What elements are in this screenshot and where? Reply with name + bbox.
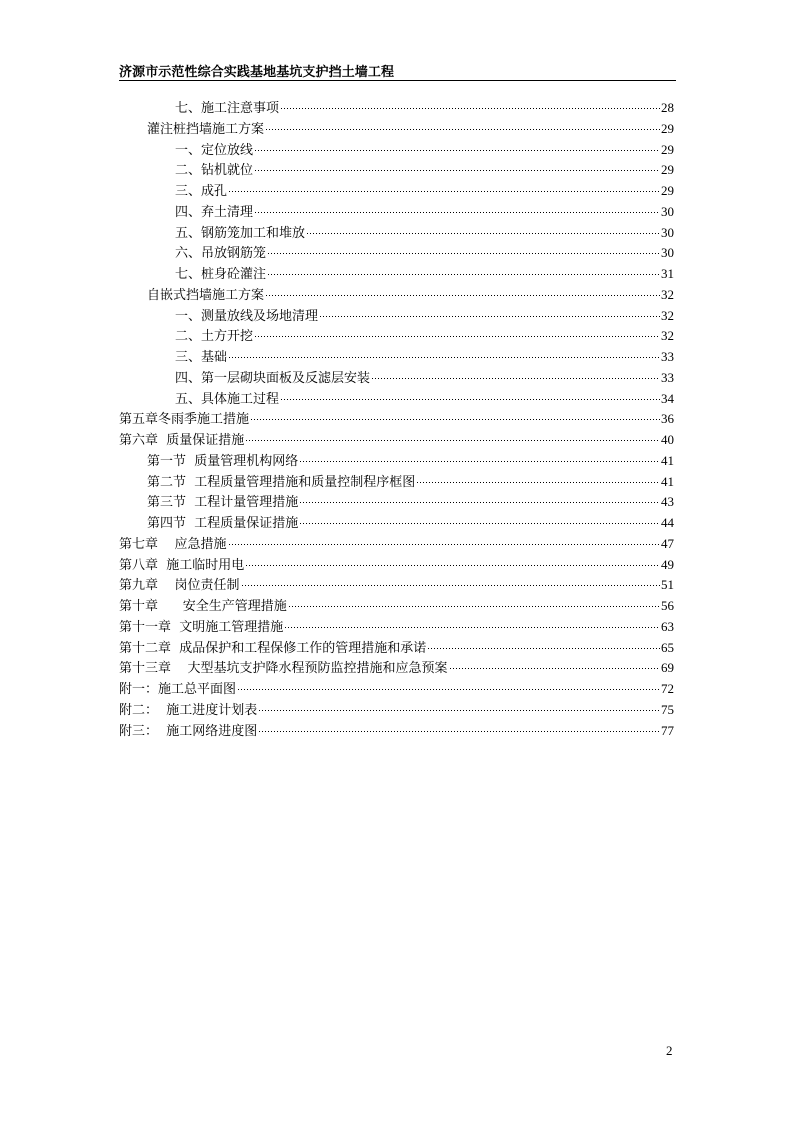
toc-entry[interactable]	[119, 555, 674, 576]
toc-dot-leader	[284, 627, 660, 628]
toc-entry-page-number: 75	[661, 701, 674, 717]
toc-entry-title: 第四节 工程质量保证措施	[147, 516, 299, 531]
toc-entry[interactable]	[119, 638, 674, 659]
toc-entry-title: 附二： 施工进度计划表	[119, 702, 258, 718]
toc-entry-title: 第九章 岗位责任制	[119, 578, 240, 594]
toc-entry-title: 四、第一层砌块面板及反滤层安装	[175, 370, 371, 386]
toc-dot-leader	[254, 170, 660, 171]
toc-dot-leader	[258, 731, 660, 732]
toc-entry-page-number: 43	[661, 494, 674, 510]
toc-entry-page-number: 30	[661, 245, 674, 261]
toc-dot-leader	[258, 710, 660, 711]
toc-entry-page-number: 30	[661, 203, 674, 219]
toc-entry-page-number: 51	[661, 577, 674, 593]
toc-entry[interactable]	[119, 306, 674, 327]
toc-entry[interactable]	[119, 119, 674, 140]
toc-entry[interactable]	[119, 617, 674, 638]
toc-entry-title: 三、成孔	[175, 184, 228, 199]
toc-entry[interactable]	[119, 202, 674, 223]
toc-entry-title: 六、吊放钢筋笼	[175, 246, 267, 262]
toc-entry-title: 附三： 施工网络进度图	[119, 723, 258, 739]
toc-entry-page-number: 30	[661, 224, 674, 240]
toc-entry-title: 第六章 质量保证措施	[119, 433, 245, 448]
toc-entry[interactable]	[119, 492, 674, 513]
toc-entry-page-number: 44	[661, 515, 674, 530]
toc-entry-page-number: 63	[661, 618, 674, 634]
page-header	[119, 60, 676, 81]
toc-entry[interactable]	[119, 285, 674, 306]
toc-dot-leader	[228, 544, 660, 545]
toc-dot-leader	[299, 502, 660, 503]
toc-entry-title: 灌注桩挡墙施工方案	[147, 121, 265, 137]
toc-dot-leader	[299, 461, 660, 462]
toc-entry[interactable]	[119, 451, 674, 472]
toc-entry-title: 二、钻机就位	[175, 163, 254, 179]
toc-entry-page-number: 40	[661, 432, 674, 447]
toc-dot-leader	[416, 482, 660, 483]
toc-entry[interactable]	[119, 513, 674, 534]
toc-entry-title: 一、定位放线	[175, 142, 254, 158]
toc-entry[interactable]	[119, 347, 674, 368]
toc-entry[interactable]	[119, 160, 674, 181]
toc-entry-page-number: 29	[661, 141, 674, 157]
toc-dot-leader	[449, 668, 660, 669]
toc-entry-title: 第三节 工程计量管理措施	[147, 495, 299, 511]
toc-entry-title: 七、施工注意事项	[175, 101, 280, 116]
toc-dot-leader	[280, 399, 660, 400]
toc-entry[interactable]	[119, 658, 674, 679]
toc-entry-title: 七、桩身砼灌注	[175, 267, 267, 282]
toc-entry-title: 第八章 施工临时用电	[119, 557, 245, 573]
toc-dot-leader	[267, 253, 660, 254]
toc-dot-leader	[254, 212, 660, 213]
toc-dot-leader	[371, 378, 660, 379]
toc-entry[interactable]	[119, 721, 674, 742]
toc-entry-page-number: 32	[661, 328, 674, 344]
toc-entry[interactable]	[119, 430, 674, 451]
toc-dot-leader	[245, 440, 660, 441]
toc-entry-page-number: 49	[661, 556, 674, 572]
toc-entry[interactable]	[119, 368, 674, 389]
toc-entry-page-number: 41	[661, 473, 674, 489]
toc-entry-title: 五、钢筋笼加工和堆放	[175, 225, 306, 241]
toc-entry[interactable]	[119, 596, 674, 617]
toc-entry[interactable]	[119, 264, 674, 285]
toc-entry-title: 一、测量放线及场地清理	[175, 308, 319, 324]
toc-entry[interactable]	[119, 243, 674, 264]
toc-entry-title: 第七章 应急措施	[119, 536, 227, 552]
toc-entry-page-number: 33	[661, 349, 674, 364]
toc-entry-title: 第五章冬雨季施工措施	[119, 412, 250, 428]
toc-entry-page-number: 56	[661, 598, 674, 613]
toc-entry-page-number: 36	[661, 411, 674, 427]
toc-dot-leader	[265, 295, 660, 296]
toc-dot-leader	[267, 274, 660, 275]
toc-entry-title: 五、具体施工过程	[175, 391, 280, 407]
toc-entry[interactable]	[119, 98, 674, 119]
toc-dot-leader	[319, 316, 660, 317]
toc-entry-title: 四、弃土清理	[175, 204, 254, 220]
toc-dot-leader	[245, 565, 660, 566]
toc-entry-page-number: 32	[661, 286, 674, 302]
toc-dot-leader	[254, 150, 660, 151]
toc-dot-leader	[228, 191, 660, 192]
toc-entry[interactable]	[119, 326, 674, 347]
toc-entry[interactable]	[119, 223, 674, 244]
toc-entry-page-number: 34	[661, 390, 674, 406]
toc-entry-title: 第十三章 大型基坑支护降水程预防监控措施和应急预案	[119, 661, 448, 677]
toc-entry[interactable]	[119, 472, 674, 493]
toc-entry-title: 第十二章 成品保护和工程保修工作的管理措施和承诺	[119, 640, 427, 656]
toc-entry[interactable]	[119, 700, 674, 721]
toc-entry-page-number: 65	[661, 639, 674, 655]
toc-dot-leader	[265, 129, 660, 130]
toc-entry[interactable]	[119, 140, 674, 161]
toc-dot-leader	[299, 523, 660, 524]
toc-entry-page-number: 29	[661, 120, 674, 136]
toc-entry-title: 第十章 安全生产管理措施	[119, 599, 287, 614]
toc-entry-title: 第一节 质量管理机构网络	[147, 453, 299, 469]
toc-dot-leader	[306, 233, 660, 234]
toc-entry[interactable]	[119, 181, 674, 202]
toc-entry-page-number: 29	[661, 183, 674, 198]
toc-dot-leader	[241, 585, 660, 586]
toc-entry[interactable]	[119, 409, 674, 430]
toc-entry-page-number: 41	[661, 452, 674, 468]
page-number: 2	[666, 1043, 673, 1058]
toc-entry-title: 自嵌式挡墙施工方案	[147, 287, 265, 303]
toc-entry-title: 附一：施工总平面图	[119, 682, 237, 697]
toc-entry-page-number: 72	[661, 681, 674, 696]
toc-dot-leader	[280, 108, 660, 109]
toc-entry-page-number: 77	[661, 722, 674, 738]
toc-entry-page-number: 47	[661, 535, 674, 551]
toc-entry-title: 第十一章 文明施工管理措施	[119, 619, 284, 635]
toc-entry-page-number: 31	[661, 266, 674, 281]
toc-entry-page-number: 69	[661, 660, 674, 676]
toc-entry-title: 三、基础	[175, 350, 228, 365]
toc-entry[interactable]	[119, 389, 674, 410]
toc-dot-leader	[427, 648, 660, 649]
toc-entry-page-number: 29	[661, 162, 674, 178]
toc-entry-page-number: 33	[661, 369, 674, 385]
toc-dot-leader	[288, 606, 660, 607]
toc-entry[interactable]	[119, 575, 674, 596]
toc-entry-title: 第二节 工程质量管理措施和质量控制程序框图	[147, 474, 416, 490]
table-of-contents	[119, 98, 674, 741]
toc-dot-leader	[237, 689, 660, 690]
toc-dot-leader	[228, 357, 660, 358]
toc-entry-title: 二、土方开挖	[175, 329, 254, 345]
toc-dot-leader	[250, 419, 660, 420]
toc-entry-page-number: 28	[661, 100, 674, 115]
toc-entry-page-number: 32	[661, 307, 674, 323]
header-title: 济源市示范性综合实践基地基坑支护挡土墙工程	[119, 65, 395, 80]
toc-dot-leader	[254, 336, 660, 337]
toc-entry[interactable]	[119, 534, 674, 555]
toc-entry[interactable]	[119, 679, 674, 700]
